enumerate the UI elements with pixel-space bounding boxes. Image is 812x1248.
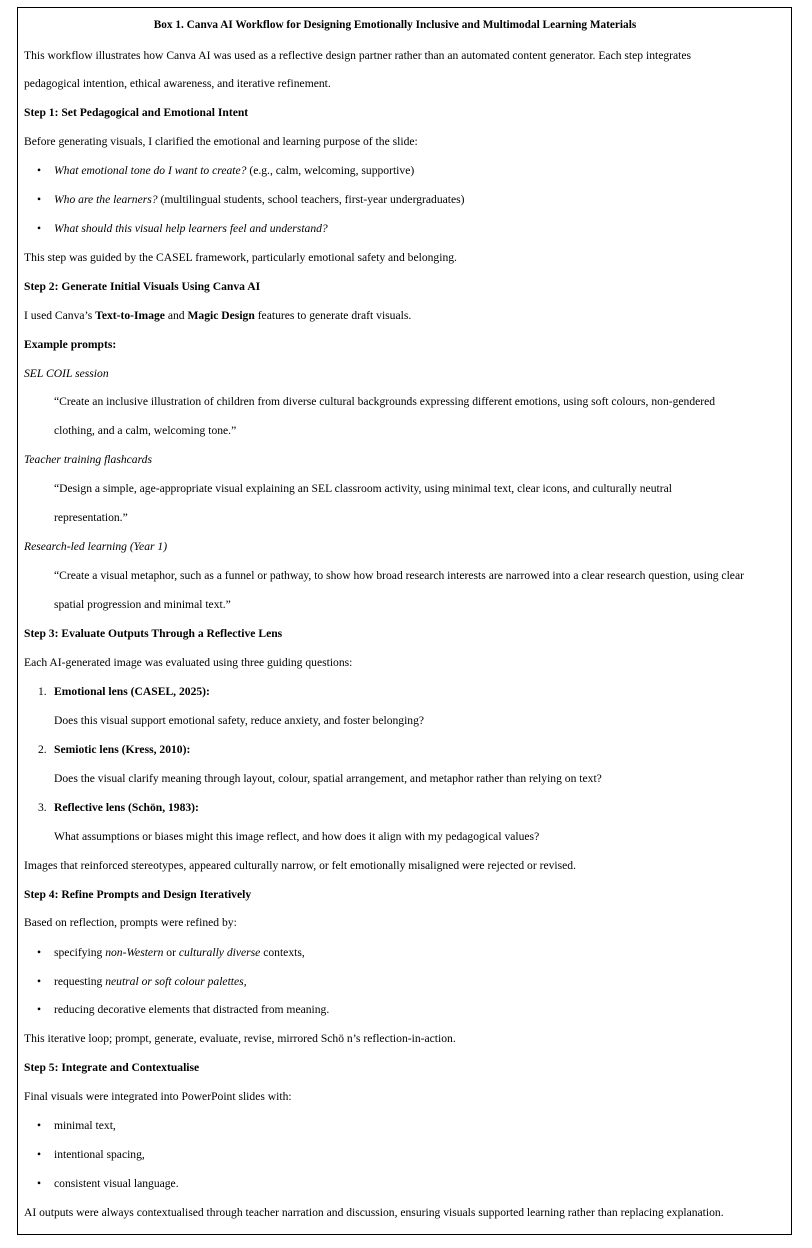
emotional-lens-question: Does this visual support emotional safety, reduce anxiety, and foster belonging? <box>54 714 425 727</box>
list-number: 2. <box>38 743 47 756</box>
step3-heading: Step 3: Evaluate Outputs Through a Reflective Lens <box>24 627 283 640</box>
bullet: • <box>37 1119 42 1132</box>
bullet: • <box>37 975 42 988</box>
bullet: • <box>37 1177 42 1190</box>
intro-line-1: This workflow illustrates how Canva AI was used as a reflective design partner rather than an automated content generator. Each step integrates <box>24 49 692 62</box>
step4-bullet-2: requesting neutral or soft colour palettes, <box>54 975 247 988</box>
step2-paragraph: I used Canva’s Text-to-Image and Magic Design features to generate draft visuals. <box>24 309 412 322</box>
step4-lead: Based on reflection, prompts were refined by: <box>24 916 237 929</box>
step4-bullet-3: reducing decorative elements that distracted from meaning. <box>54 1003 330 1016</box>
example-3-label: Research-led learning (Year 1) <box>24 540 168 553</box>
step3-note: Images that reinforced stereotypes, appeared culturally narrow, or felt emotionally misaligned were rejected or revised. <box>24 859 576 872</box>
bullet: • <box>37 946 42 959</box>
examples-heading: Example prompts: <box>24 338 117 351</box>
step3-lead: Each AI-generated image was evaluated using three guiding questions: <box>24 656 353 669</box>
example-2-label: Teacher training flashcards <box>24 453 152 466</box>
step5-heading: Step 5: Integrate and Contextualise <box>24 1061 200 1074</box>
example-1-label: SEL COIL session <box>24 367 109 380</box>
bullet: • <box>37 1148 42 1161</box>
step1-lead: Before generating visuals, I clarified the emotional and learning purpose of the slide: <box>24 135 418 148</box>
example-3-line-2: spatial progression and minimal text.” <box>54 598 231 611</box>
list-number: 3. <box>38 801 47 814</box>
step1-note: This step was guided by the CASEL framework, particularly emotional safety and belonging. <box>24 251 457 264</box>
example-1-line-1: “Create an inclusive illustration of children from diverse cultural backgrounds expressing different emotions, using soft colours, non-gendered <box>54 395 716 408</box>
step5-bullet-2: intentional spacing, <box>54 1148 145 1161</box>
example-2-line-2: representation.” <box>54 511 128 524</box>
step2-heading: Step 2: Generate Initial Visuals Using Canva AI <box>24 280 261 293</box>
bullet: • <box>37 193 42 206</box>
semiotic-lens-heading: Semiotic lens (Kress, 2010): <box>54 743 191 756</box>
example-2-line-1: “Design a simple, age-appropriate visual explaining an SEL classroom activity, using minimal text, clear icons, and culturally neutral <box>54 482 672 495</box>
intro-line-2: pedagogical intention, ethical awareness, and iterative refinement. <box>24 77 331 90</box>
step1-bullet-1: What emotional tone do I want to create? (e.g., calm, welcoming, supportive) <box>54 164 415 177</box>
bullet: • <box>37 1003 42 1016</box>
example-3-line-1: “Create a visual metaphor, such as a funnel or pathway, to show how broad research interests are narrowed into a clear research question, using clear <box>54 569 744 582</box>
step1-bullet-2: Who are the learners? (multilingual students, school teachers, first-year undergraduates) <box>54 193 465 206</box>
step5-note: AI outputs were always contextualised through teacher narration and discussion, ensuring visuals supported learning rather than replacing explanation. <box>24 1206 724 1219</box>
step4-heading: Step 4: Refine Prompts and Design Iteratively <box>24 888 252 901</box>
box-title: Box 1. Canva AI Workflow for Designing Emotionally Inclusive and Multimodal Learning Materials <box>153 18 637 31</box>
emotional-lens-heading: Emotional lens (CASEL, 2025): <box>54 685 210 698</box>
bullet: • <box>37 164 42 177</box>
step1-bullet-3: What should this visual help learners feel and understand? <box>54 222 328 235</box>
bullet: • <box>37 222 42 235</box>
step5-bullet-3: consistent visual language. <box>54 1177 179 1190</box>
box-border <box>17 7 792 1235</box>
step5-lead: Final visuals were integrated into PowerPoint slides with: <box>24 1090 292 1103</box>
reflective-lens-heading: Reflective lens (Schön, 1983): <box>54 801 199 814</box>
step4-bullet-1: specifying non-Western or culturally diverse contexts, <box>54 946 305 959</box>
example-1-line-2: clothing, and a calm, welcoming tone.” <box>54 424 237 437</box>
semiotic-lens-question: Does the visual clarify meaning through layout, colour, spatial arrangement, and metaphor rather than relying on text? <box>54 772 602 785</box>
step4-note: This iterative loop; prompt, generate, evaluate, revise, mirrored Schö n’s reflection-in-action. <box>24 1032 456 1045</box>
step5-bullet-1: minimal text, <box>54 1119 116 1132</box>
list-number: 1. <box>38 685 47 698</box>
reflective-lens-question: What assumptions or biases might this image reflect, and how does it align with my pedagogical values? <box>54 830 540 843</box>
step1-heading: Step 1: Set Pedagogical and Emotional Intent <box>24 106 249 119</box>
